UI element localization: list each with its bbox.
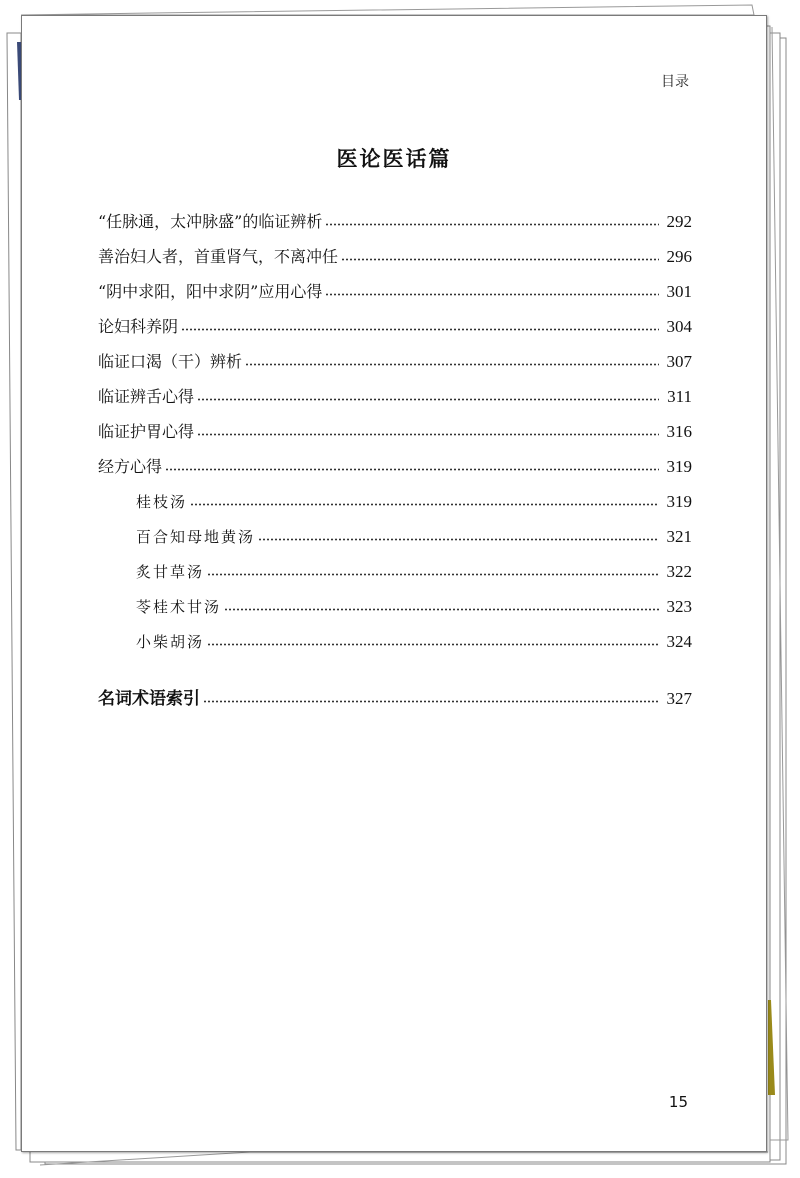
toc-entry[interactable] [98,206,692,232]
toc-entry-page: 292 [666,212,692,231]
toc-entry-title: “阴中求阳，阳中求阴”应用心得 [98,282,323,301]
toc-entry-title: 小柴胡汤 [136,633,205,651]
toc-entry-title: 经方心得 [98,457,163,476]
dot-leader [203,700,659,703]
dot-leader [165,468,659,471]
dot-leader [341,258,659,261]
toc-entry-page: 319 [666,492,692,511]
dot-leader [190,503,659,506]
dot-leader [207,643,659,646]
toc-entry-title: 论妇科养阴 [98,317,179,336]
toc-entry-title: 善治妇人者，首重肾气，不离冲任 [98,247,339,266]
toc-entry-page: 296 [666,247,692,266]
dot-leader [325,293,659,296]
toc-entry-page: 311 [667,387,692,406]
running-head: 目录 [661,74,689,90]
toc-page [21,15,767,1152]
toc-entry-page: 304 [666,317,692,336]
toc-entry[interactable] [98,311,692,337]
toc-entry[interactable] [98,381,692,407]
toc-entry-title: 临证口渴（干）辨析 [98,352,243,371]
toc-entry-title: 临证护胃心得 [98,422,195,441]
toc-entry-page: 319 [666,457,692,476]
toc-entry-index[interactable] [98,683,692,709]
toc-entry-page: 323 [666,597,692,616]
toc-subentry[interactable] [136,591,692,617]
toc-entry-title: 苓桂术甘汤 [136,598,222,616]
toc-entry-page: 322 [666,562,692,581]
dot-leader [197,398,659,401]
toc-entry-page: 321 [666,527,692,546]
toc-entry-page: 327 [666,689,692,708]
dot-leader [245,363,659,366]
toc-entry-title: 名词术语索引 [98,689,200,709]
dot-leader [181,328,659,331]
toc-entry[interactable] [98,346,692,372]
toc-entry-title: “任脉通，太冲脉盛”的临证辨析 [98,212,323,231]
toc-subentry[interactable] [136,556,692,582]
tilted-page-top [21,5,754,15]
dot-leader [224,608,659,611]
toc-entry-page: 301 [666,282,692,301]
toc-entry-title: 炙甘草汤 [136,563,205,581]
toc-entry[interactable] [98,451,692,477]
toc-entry[interactable] [98,416,692,442]
toc-entry-page: 307 [666,352,692,371]
dot-leader [207,573,659,576]
toc-entry-page: 316 [666,422,692,441]
toc-subentry[interactable] [136,521,692,547]
toc-entry[interactable] [98,276,692,302]
toc-entry-page: 324 [666,632,692,651]
toc-entry-title: 桂枝汤 [136,493,188,511]
page-number: 15 [668,1093,688,1111]
section-title: 医论医话篇 [336,147,452,171]
toc-entry-title: 临证辨舌心得 [98,387,195,406]
dot-leader [197,433,659,436]
dot-leader [325,223,659,226]
dot-leader [258,538,659,541]
toc-subentry[interactable] [136,486,692,512]
toc-entry-title: 百合知母地黄汤 [136,528,256,546]
tilted-page [7,33,21,1150]
toc-subentry[interactable] [136,626,692,652]
toc-entry[interactable] [98,241,692,267]
